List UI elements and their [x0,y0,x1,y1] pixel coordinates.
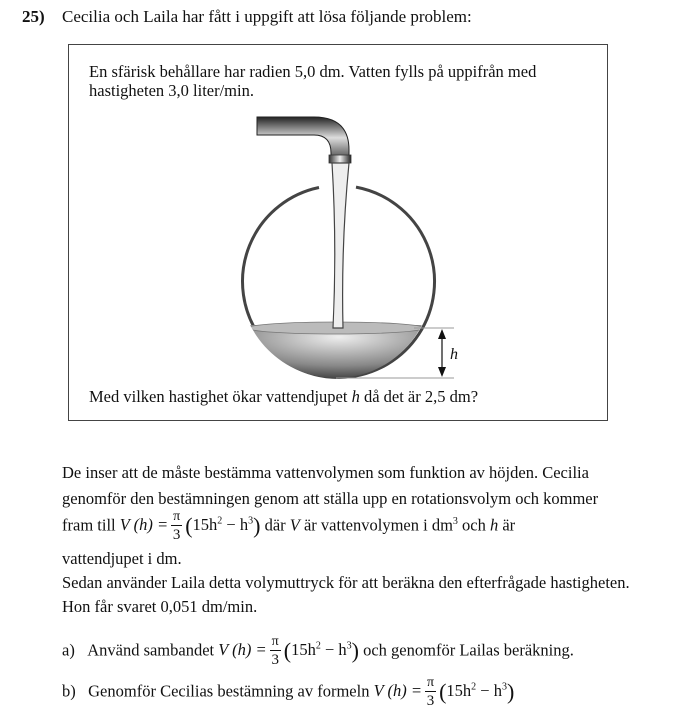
problem-box [68,44,608,421]
paragraph1-line1: De inser att de måste bestämma vattenvolymen som funktion av höjden. Cecilia [62,463,589,482]
question-var: h [351,387,360,406]
water-volume [229,322,449,385]
paragraph1-line3: fram till V (h) = $\frac{\pi}{3}$ $(15h^2 - h^3)$ där V är vattenvolymen i $dm^3$ och h är [62,509,516,543]
formula: V (h) = $\frac{\pi}{3}$ $(15h^2 - h^3)$ [373,675,515,709]
problem-intro: Cecilia och Laila har fått i uppgift att lösa följande problem: [62,7,472,26]
question-pre: Med vilken hastighet ökar vattendjupet [89,387,352,406]
question-post: då det är 2,5 dm? [359,387,479,406]
task-a: a) Använd sambandet V (h) = $\frac{\pi}{3}$ $(15h^2 - h^3)$ och genomför Lailas beräkning. [62,634,574,668]
formula: V (h) = $\frac{\pi}{3}$ $(15h^2 - h^3)$ [218,634,359,668]
water-stream [332,163,349,328]
box-question [89,387,478,406]
sphere-figure [69,45,609,422]
box-text-line2: hastigheten 3,0 liter/min. [89,81,254,100]
paragraph2-line2: Hon får svaret 0,051 dm/min. [62,597,258,616]
formula: V (h) = $\frac{\pi}{3}$ $(15h^2 - h^3)$ [119,509,261,543]
problem-number: 25) [22,7,45,26]
task-b: b) Genomför Cecilias bestämning av formeln V (h) = $\frac{\pi}{3}$ $(15h^2 - h^3)$ [62,675,515,709]
paragraph1-line4: vattendjupet i dm. [62,549,182,568]
task-b-label: b) [62,681,76,701]
paragraph1-line2: genomför den bestämningen genom att ställa upp en rotationsvolym och kommer [62,489,599,508]
task-a-label: a) [62,640,75,660]
paragraph2-line1: Sedan använder Laila detta volymuttryck för att beräkna den efterfrågade hastigheten. [62,573,630,592]
height-label: h [450,346,458,363]
box-text-line1: En sfärisk behållare har radien 5,0 dm. Vatten fylls på uppifrån med [89,62,537,81]
